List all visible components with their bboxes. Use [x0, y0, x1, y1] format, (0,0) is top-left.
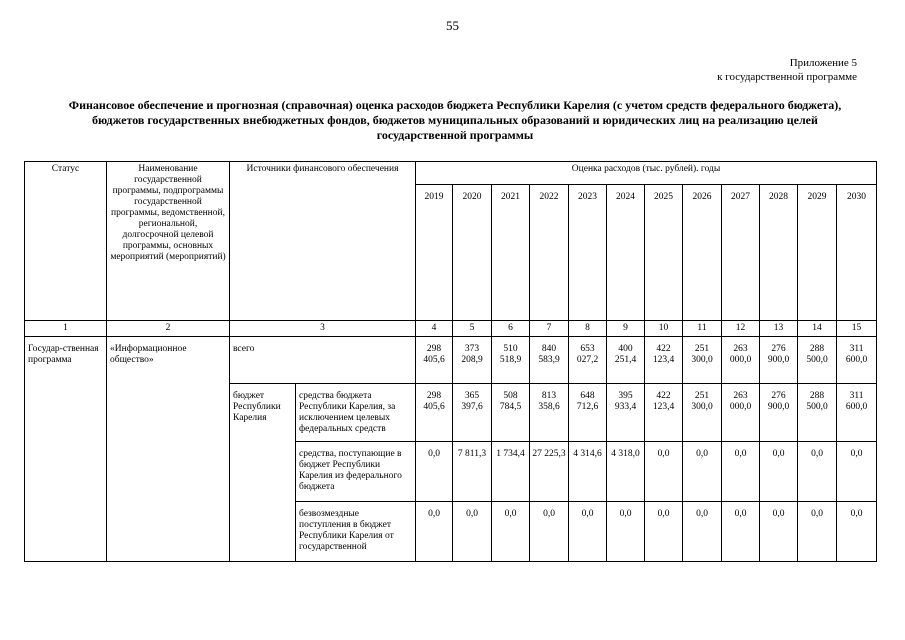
value-cell: 0,0	[645, 442, 683, 502]
header-year: 2019	[416, 185, 453, 321]
value-cell: 4 318,0	[607, 442, 645, 502]
value-cell: 0,0	[416, 442, 453, 502]
column-number: 14	[798, 321, 837, 337]
column-number: 10	[645, 321, 683, 337]
source-cell: средства, поступающие в бюджет Республики Карелия из федерального бюджета	[296, 442, 416, 502]
value-cell: 0,0	[645, 502, 683, 562]
column-number: 12	[722, 321, 760, 337]
value-cell: 0,0	[569, 502, 607, 562]
column-number: 9	[607, 321, 645, 337]
column-number: 5	[453, 321, 492, 337]
header-year: 2022	[530, 185, 569, 321]
value-cell: 311 600,0	[837, 337, 877, 384]
column-number: 7	[530, 321, 569, 337]
source-cell: всего	[230, 337, 416, 384]
value-cell: 251 300,0	[683, 337, 722, 384]
value-cell: 0,0	[416, 502, 453, 562]
source-cell: средства бюджета Республики Карелия, за исключением целевых федеральных средств	[296, 384, 416, 442]
column-number: 2	[107, 321, 230, 337]
value-cell: 0,0	[683, 442, 722, 502]
appendix-note	[717, 56, 857, 84]
value-cell: 0,0	[492, 502, 530, 562]
value-cell: 400 251,4	[607, 337, 645, 384]
value-cell: 0,0	[837, 502, 877, 562]
value-cell: 251 300,0	[683, 384, 722, 442]
value-cell: 311 600,0	[837, 384, 877, 442]
value-cell: 0,0	[722, 502, 760, 562]
value-cell: 0,0	[530, 502, 569, 562]
value-cell: 840 583,9	[530, 337, 569, 384]
value-cell: 0,0	[798, 442, 837, 502]
value-cell: 0,0	[607, 502, 645, 562]
program-name-cell: «Информационное общество»	[107, 337, 230, 562]
value-cell: 0,0	[837, 442, 877, 502]
column-number: 11	[683, 321, 722, 337]
value-cell: 1 734,4	[492, 442, 530, 502]
value-cell: 365 397,6	[453, 384, 492, 442]
appendix-line-2: к государственной программе	[717, 71, 857, 83]
header-row	[25, 162, 877, 185]
header-year: 2030	[837, 185, 877, 321]
value-cell: 0,0	[683, 502, 722, 562]
value-cell: 0,0	[760, 442, 798, 502]
header-year: 2029	[798, 185, 837, 321]
value-cell: 422 123,4	[645, 384, 683, 442]
value-cell: 653 027,2	[569, 337, 607, 384]
page-number: 55	[446, 18, 459, 33]
header-year: 2028	[760, 185, 798, 321]
appendix-line-1: Приложение 5	[789, 57, 857, 69]
header-year: 2027	[722, 185, 760, 321]
header-year: 2020	[453, 185, 492, 321]
value-cell: 298 405,6	[416, 337, 453, 384]
header-year: 2024	[607, 185, 645, 321]
value-cell: 0,0	[453, 502, 492, 562]
value-cell: 0,0	[760, 502, 798, 562]
column-number: 13	[760, 321, 798, 337]
budget-group-cell: бюджет Республики Карелия	[230, 384, 296, 562]
value-cell: 276 900,0	[760, 384, 798, 442]
column-number: 3	[230, 321, 416, 337]
column-number: 4	[416, 321, 453, 337]
value-cell: 422 123,4	[645, 337, 683, 384]
value-cell: 373 208,9	[453, 337, 492, 384]
header-program-name: Наименование государственной программы, подпрограммы государственной программы, ведомственной, региональной, долгосрочной целевой программы, основных мероприятий (мероприятий)	[107, 162, 230, 321]
value-cell: 288 500,0	[798, 337, 837, 384]
header-estimate: Оценка расходов (тыс. рублей). годы	[416, 162, 877, 185]
value-cell: 288 500,0	[798, 384, 837, 442]
header-year: 2026	[683, 185, 722, 321]
column-number: 1	[25, 321, 107, 337]
document-title: Финансовое обеспечение и прогнозная (справочная) оценка расходов бюджета Республики Карелия (с учетом средств федерального бюджета), бюджетов государственных внебюджетных фондов, бюджетов муниципальных образований и юридических лиц на реализацию целей государственной программы	[68, 98, 842, 142]
value-cell: 813 358,6	[530, 384, 569, 442]
value-cell: 27 225,3	[530, 442, 569, 502]
value-cell: 508 784,5	[492, 384, 530, 442]
source-cell: безвозмездные поступления в бюджет Республики Карелия от государственной	[296, 502, 416, 562]
header-year: 2021	[492, 185, 530, 321]
table-row	[25, 337, 877, 384]
column-number: 15	[837, 321, 877, 337]
value-cell: 4 314,6	[569, 442, 607, 502]
value-cell: 0,0	[798, 502, 837, 562]
value-cell: 276 900,0	[760, 337, 798, 384]
header-status: Статус	[25, 162, 107, 321]
value-cell: 7 811,3	[453, 442, 492, 502]
column-numbers-row	[25, 321, 877, 337]
value-cell: 648 712,6	[569, 384, 607, 442]
header-year: 2023	[569, 185, 607, 321]
header-sources: Источники финансового обеспечения	[230, 162, 416, 321]
column-number: 8	[569, 321, 607, 337]
value-cell: 298 405,6	[416, 384, 453, 442]
value-cell: 510 518,9	[492, 337, 530, 384]
status-cell: Государ-ственная программа	[25, 337, 107, 562]
value-cell: 263 000,0	[722, 337, 760, 384]
budget-table	[24, 161, 877, 562]
value-cell: 395 933,4	[607, 384, 645, 442]
value-cell: 0,0	[722, 442, 760, 502]
value-cell: 263 000,0	[722, 384, 760, 442]
column-number: 6	[492, 321, 530, 337]
header-year: 2025	[645, 185, 683, 321]
